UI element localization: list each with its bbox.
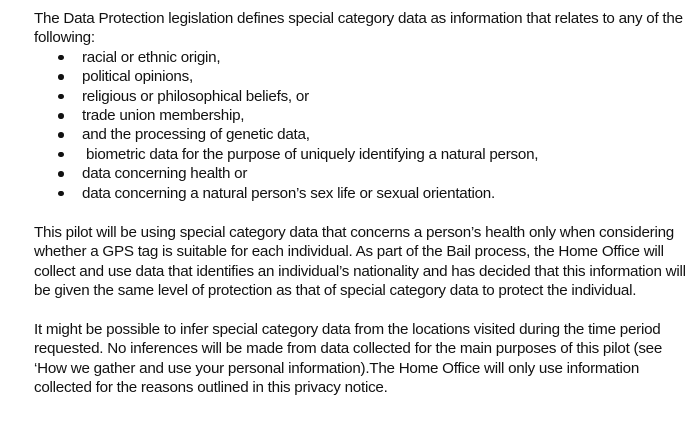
bullet-icon: [58, 74, 64, 80]
list-item: [34, 106, 694, 125]
intro-paragraph: The Data Protection legislation defines special category data as information that relates to any of the following:: [34, 10, 683, 47]
list-item-text: data concerning health or: [82, 165, 248, 183]
spacer: [34, 203, 694, 223]
bullet-icon: [58, 94, 64, 100]
list-item-text: racial or ethnic origin,: [82, 48, 221, 66]
bullet-icon: [58, 152, 64, 158]
bullet-icon: [58, 132, 64, 138]
bullet-icon: [58, 191, 64, 197]
list-item-text: trade union membership,: [82, 107, 245, 125]
list-item: [34, 184, 694, 203]
list-item-text: biometric data for the purpose of uniquely identifying a natural person,: [86, 145, 539, 163]
inference-paragraph: It might be possible to infer special category data from the locations visited during the time period requested. No inferences will be made from data collected for the main purposes of this pilot (see ‘How we gather and use your personal information).The Home Office will only use information collected for the reasons outlined in this privacy notice.: [34, 320, 663, 396]
privacy-notice-document: [34, 9, 694, 397]
list-item: [34, 48, 694, 67]
bullet-icon: [58, 113, 64, 119]
list-item: [34, 145, 694, 164]
list-item: [34, 87, 694, 106]
list-item-text: and the processing of genetic data,: [82, 126, 310, 144]
list-item-text: religious or philosophical beliefs, or: [82, 87, 309, 105]
bullet-icon: [58, 171, 64, 177]
special-category-list: [34, 48, 694, 203]
health-data-paragraph: This pilot will be using special category data that concerns a person’s health only when considering whether a GPS tag is suitable for each individual. As part of the Bail process, the Home Office will collect and use data that identifies an individual’s nationality and has decided that this information will be given the same level of protection as that of special category data to protect the individual.: [34, 224, 686, 300]
list-item: [34, 164, 694, 183]
list-item: [34, 67, 694, 86]
list-item-text: political opinions,: [82, 68, 193, 86]
bullet-icon: [58, 55, 64, 61]
list-item: [34, 125, 694, 144]
spacer: [34, 301, 694, 320]
list-item-text: data concerning a natural person’s sex life or sexual orientation.: [82, 184, 495, 202]
